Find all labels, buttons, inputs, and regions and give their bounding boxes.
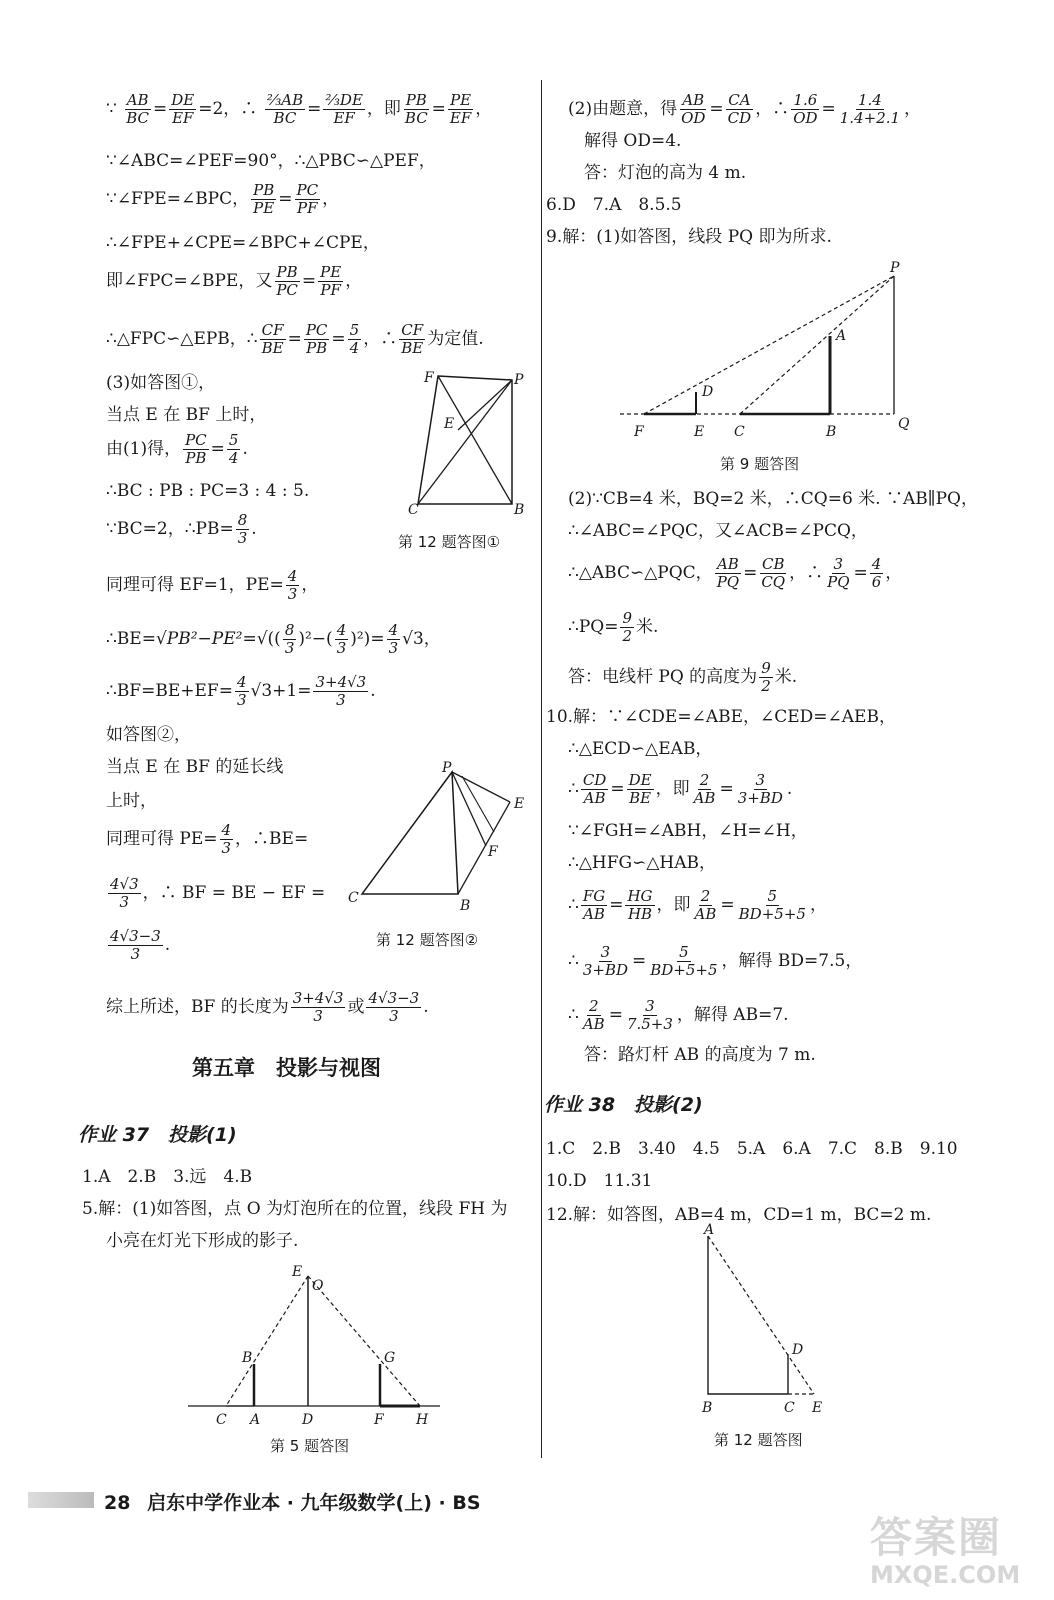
right-line-17: ∴ $\frac{3}{3+BD}$ = $\frac{5}{BD+5+5}$ ，解得 BD=7.5， — [568, 943, 863, 979]
svg-text:C: C — [784, 1400, 795, 1416]
figure-12-right — [690, 1220, 840, 1420]
left-line-2: ∵∠ABC=∠PEF=90°，∴△PBC∽△PEF， — [106, 151, 436, 171]
right-line-1: (2)由题意，得 $\frac{AB}{OD}$ = $\frac{CA}{CD}$ ，∴ $\frac{1.6}{OD}$ = $\frac{1.4}{1.4+2.1}$ ， — [568, 91, 922, 127]
right-answer-1: 1.C 2.B 3.40 4.5 5.A 6.A 7.C 8.B 9.10 — [546, 1139, 958, 1159]
left-answer-5-2: 小亮在灯光下形成的影子. — [106, 1231, 299, 1251]
left-line-18: 同理可得 PE= $\frac{4}{3}$ ，∴BE= — [106, 821, 309, 857]
chapter-title: 第五章 投影与视图 — [192, 1056, 381, 1080]
svg-text:E: E — [444, 416, 455, 432]
figure-5-caption: 第 5 题答图 — [270, 1437, 350, 1455]
right-line-14: ∵∠FGH=∠ABH，∠H=∠H， — [568, 821, 808, 841]
right-line-7: ∴∠ABC=∠PQC，又∠ACB=∠PCQ， — [568, 521, 868, 541]
left-answer-1: 1.A 2.B 3.远 4.B — [82, 1167, 253, 1187]
svg-text:B: B — [702, 1400, 713, 1416]
right-line-5: 9.解：(1)如答图，线段 PQ 即为所求. — [546, 227, 832, 247]
left-line-7: (3)如答图①， — [106, 373, 216, 393]
footer — [104, 1488, 481, 1515]
left-line-3: ∵∠FPE=∠BPC， $\frac{PB}{PE}$ = $\frac{PC}{PF}$ ， — [106, 181, 340, 217]
book-title: 启东中学作业本 · 九年级数学(上) · BS — [147, 1492, 481, 1514]
right-line-3: 答：灯泡的高为 4 m. — [584, 163, 747, 183]
svg-text:B: B — [460, 898, 471, 914]
left-line-4: ∴∠FPE+∠CPE=∠BPC+∠CPE， — [106, 233, 380, 253]
svg-text:H: H — [416, 1412, 429, 1428]
svg-text:P: P — [514, 372, 524, 388]
svg-text:A: A — [836, 328, 847, 344]
svg-text:D: D — [302, 1412, 314, 1428]
svg-text:B: B — [242, 1350, 253, 1366]
footer-decoration — [28, 1492, 94, 1508]
right-answer-12: 12.解：如答图，AB=4 m，CD=1 m，BC=2 m. — [546, 1205, 932, 1225]
svg-text:F: F — [634, 424, 644, 440]
left-line-6: ∴△FPC∽△EPB，∴ $\frac{CF}{BE}$ = $\frac{PC}{PB}$ = $\frac{5}{4}$ ，∴ $\frac{CF}{BE}$ 为定值. — [106, 321, 484, 357]
figure-12-1-caption: 第 12 题答图① — [398, 533, 501, 551]
right-line-18: ∴ $\frac{2}{AB}$ = $\frac{3}{7.5+3}$ ，解得 AB=7. — [568, 997, 789, 1033]
svg-text:C: C — [408, 502, 419, 518]
svg-text:B: B — [514, 502, 525, 518]
figure-9 — [614, 256, 914, 446]
svg-text:F: F — [424, 370, 434, 386]
left-line-15: 如答图②， — [106, 725, 191, 745]
right-line-19: 答：路灯杆 AB 的高度为 7 m. — [584, 1045, 816, 1065]
left-line-16: 当点 E 在 BF 的延长线 — [106, 757, 284, 777]
svg-text:E: E — [292, 1264, 303, 1280]
homework-38-heading: 作业 38 投影(2) — [544, 1094, 703, 1116]
right-line-13: ∴ $\frac{CD}{AB}$ = $\frac{DE}{BE}$ ，即 $\frac{2}{AB}$ = $\frac{3}{3+BD}$ . — [568, 771, 793, 807]
left-line-8: 当点 E 在 BF 上时， — [106, 405, 267, 425]
right-line-6: (2)∵CB=4 米，BQ=2 米，∴CQ=6 米. ∵AB∥PQ， — [568, 489, 978, 509]
figure-12-right-caption: 第 12 题答图 — [714, 1431, 803, 1449]
left-line-19: $\frac{4√3}{3}$ ，∴ BF = BE − EF = — [110, 875, 326, 911]
left-line-17: 上时， — [106, 791, 157, 811]
left-line-9: 由(1)得， $\frac{PC}{PB}$ = $\frac{5}{4}$ . — [106, 431, 248, 467]
right-line-11: 10.解：∵∠CDE=∠ABE，∠CED=∠AEB， — [546, 707, 896, 727]
svg-text:F: F — [488, 844, 498, 860]
figure-12-2 — [342, 762, 532, 912]
left-line-14: ∴BF=BE+EF= $\frac{4}{3}$ √3+1= $\frac{3+4√3}{3}$ . — [106, 673, 376, 709]
svg-text:C: C — [348, 890, 359, 906]
svg-text:F: F — [374, 1412, 384, 1428]
right-line-16: ∴ $\frac{FG}{AB}$ = $\frac{HG}{HB}$ ，即 $\frac{2}{AB}$ = $\frac{5}{BD+5+5}$ ， — [568, 887, 827, 923]
left-line-21: 综上所述，BF 的长度为 $\frac{3+4√3}{3}$ 或 $\frac{4√3-3}{3}$ . — [106, 989, 429, 1025]
svg-text:P: P — [890, 260, 900, 276]
svg-text:E: E — [514, 796, 525, 812]
right-line-9: ∴PQ= $\frac{9}{2}$ 米. — [568, 609, 659, 645]
svg-text:E: E — [694, 424, 705, 440]
right-line-10: 答：电线杆 PQ 的高度为 $\frac{9}{2}$ 米. — [568, 659, 798, 695]
svg-text:A: A — [704, 1222, 715, 1238]
left-line-12: 同理可得 EF=1，PE= $\frac{4}{3}$ ， — [106, 567, 319, 603]
left-line-5: 即∠FPC=∠BPE，又 $\frac{PB}{PC}$ = $\frac{PE}{PF}$ ， — [106, 263, 363, 299]
svg-text:D: D — [792, 1342, 804, 1358]
figure-5 — [184, 1262, 444, 1432]
page-number: 28 — [104, 1492, 131, 1514]
right-line-4: 6.D 7.A 8.5.5 — [546, 195, 682, 215]
watermark-logo: 答案圈 MXQE.COM — [870, 1513, 1021, 1589]
column-divider — [541, 80, 542, 1458]
left-answer-5-1: 5.解：(1)如答图，点 O 为灯泡所在的位置，线段 FH 为 — [82, 1199, 508, 1219]
svg-text:E: E — [812, 1400, 823, 1416]
svg-text:C: C — [216, 1412, 227, 1428]
svg-text:C: C — [734, 424, 745, 440]
right-line-2: 解得 OD=4. — [584, 131, 682, 151]
svg-text:B: B — [826, 424, 837, 440]
svg-text:G: G — [384, 1350, 396, 1366]
left-line-10: ∴BC : PB : PC=3 : 4 : 5. — [106, 481, 310, 501]
left-line-11: ∵BC=2，∴PB= $\frac{8}{3}$ . — [106, 511, 257, 547]
figure-12-1 — [408, 368, 532, 518]
right-line-12: ∴△ECD∽△EAB， — [568, 739, 713, 759]
svg-text:D: D — [702, 384, 714, 400]
svg-text:O: O — [312, 1278, 324, 1294]
figure-12-2-caption: 第 12 题答图② — [376, 931, 479, 949]
left-line-1: ∵ $\frac{AB}{BC}$ = $\frac{DE}{EF}$ =2，∴ $\frac{\text{⅔AB}}{BC}$ = $\frac{\text{⅔DE}}{EF}$ ，即 $\frac{PB}{BC}$ = $\frac{PE}{EF}$ ， — [106, 91, 493, 127]
left-line-13: ∴BE=√PB²−PE²=√(( $\frac{8}{3}$ )²−( $\frac{4}{3}$ )²)= $\frac{4}{3}$ √3， — [106, 621, 441, 657]
right-line-15: ∴△HFG∽△HAB， — [568, 853, 717, 873]
left-line-20: $\frac{4√3-3}{3}$ . — [110, 927, 171, 963]
svg-text:Q: Q — [898, 416, 910, 432]
right-answer-2: 10.D 11.31 — [546, 1171, 653, 1191]
homework-37-heading: 作业 37 投影(1) — [78, 1124, 237, 1146]
svg-text:P: P — [442, 760, 452, 776]
right-line-8: ∴△ABC∽△PQC， $\frac{AB}{PQ}$ = $\frac{CB}{CQ}$ ，∴ $\frac{3}{PQ}$ = $\frac{4}{6}$ ， — [568, 555, 903, 591]
svg-text:A: A — [250, 1412, 261, 1428]
figure-9-caption: 第 9 题答图 — [720, 455, 800, 473]
